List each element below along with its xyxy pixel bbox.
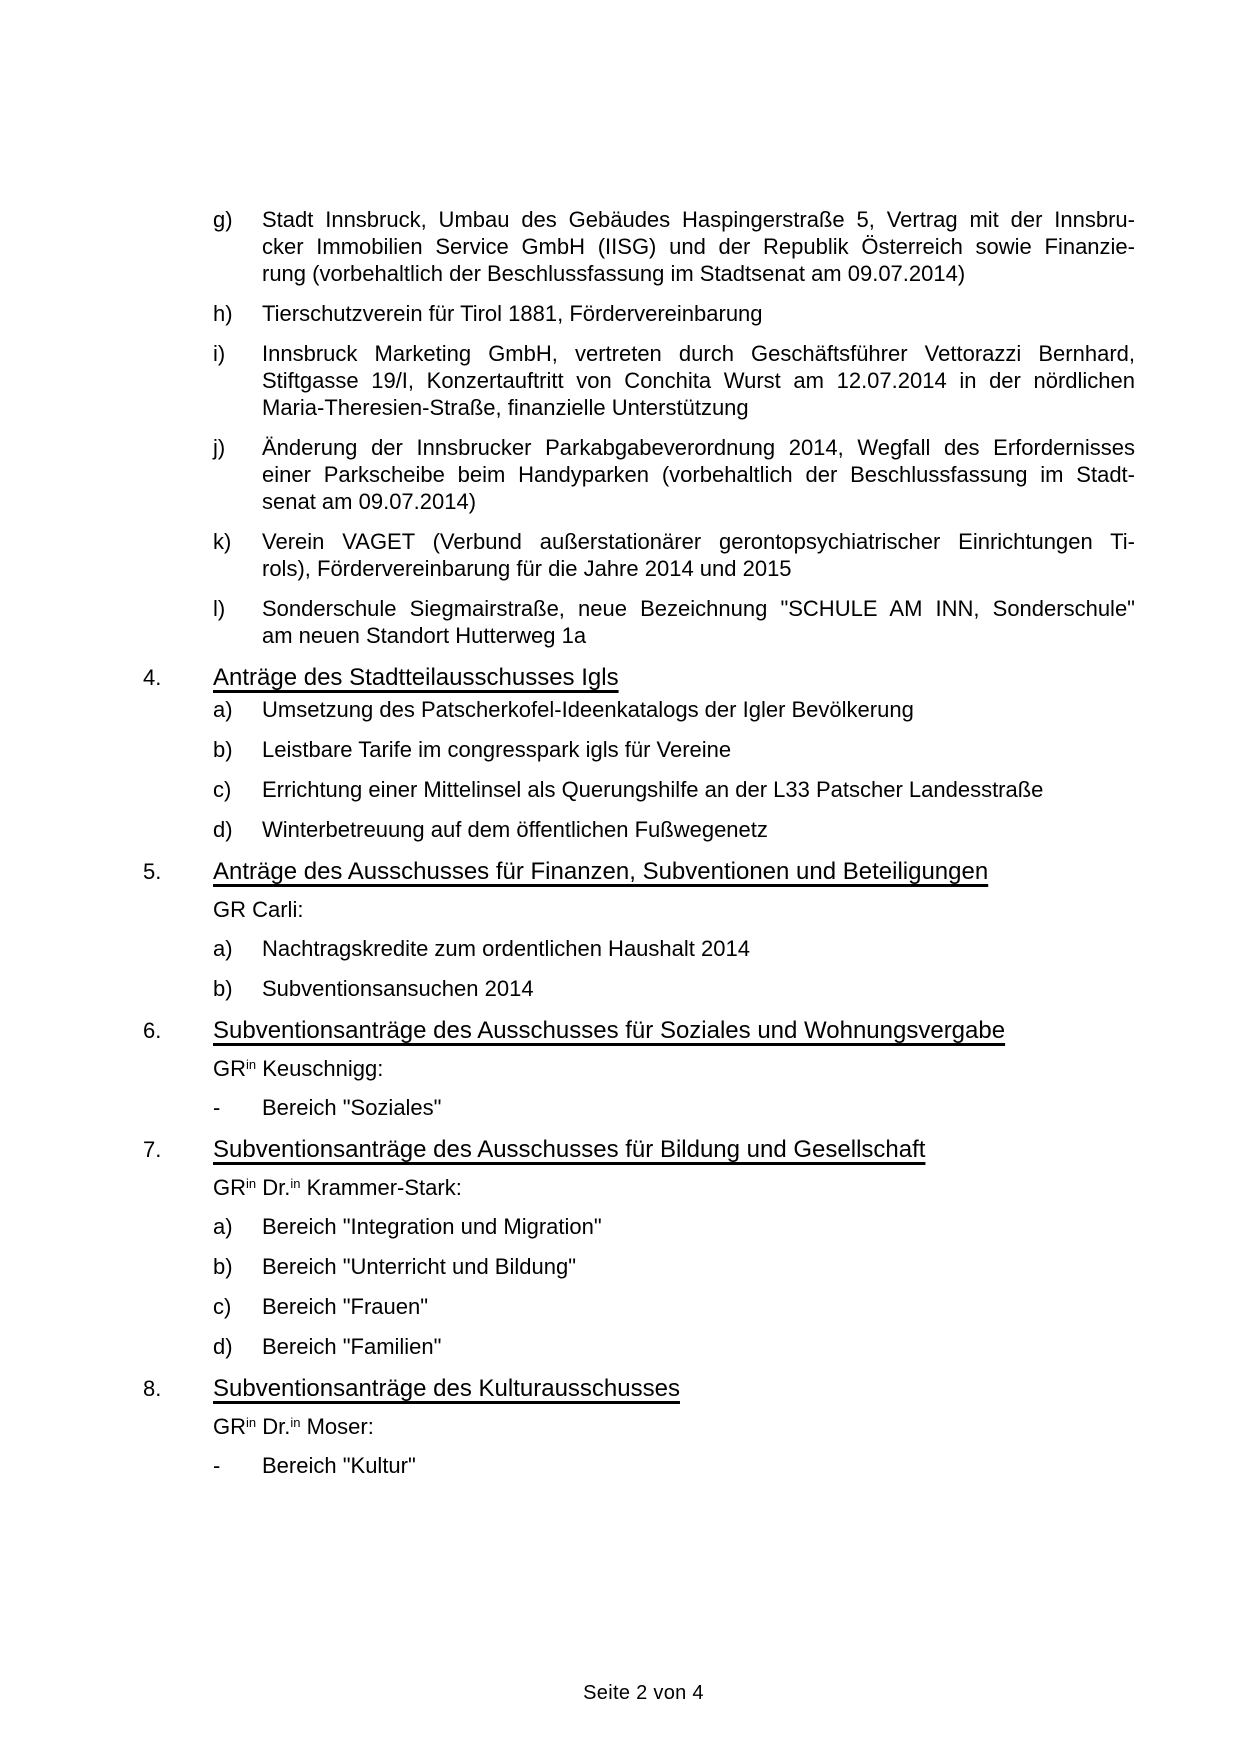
text-line: Errichtung einer Mittelinsel als Querungshilfe an der L33 Patscher Landesstraße [262,777,1044,802]
text-line: Bereich "Soziales" [262,1095,442,1120]
text-line: rols), Fördervereinbarung für die Jahre 2014 und 2015 [262,556,792,581]
text-line: einer Parkscheibe beim Handyparken (vorbehaltlich der Beschlussfassung im Stadt- [262,462,1135,487]
list-item-marker: a) [213,697,233,722]
list-item-text [262,736,1135,763]
list-item-text [262,434,1135,515]
list-item [143,696,1135,723]
speaker-segment: Keuschnigg: [256,1056,384,1081]
list-item-marker: b) [213,1254,233,1279]
text-line: senat am 09.07.2014) [262,489,477,514]
speaker-segment: Dr. [256,1414,291,1439]
section-number: 7. [143,1137,162,1162]
list-item-text [262,1293,1135,1320]
list-item-text [262,340,1135,421]
text-line: Innsbruck Marketing GmbH, vertreten durch Geschäftsführer Vettorazzi Bernhard, [262,341,1135,366]
list-item-text [262,1452,1135,1479]
list-item [143,1333,1135,1360]
text-line: Sonderschule Siegmairstraße, neue Bezeichnung "SCHULE AM INN, Sonderschule" [262,596,1135,621]
text-line: Stadt Innsbruck, Umbau des Gebäudes Haspingerstraße 5, Vertrag mit der Innsbru- [262,207,1135,232]
list-item-marker: c) [213,777,232,802]
text-line: Subventionsansuchen 2014 [262,976,534,1001]
list-item-marker: b) [213,737,233,762]
list-item [143,1293,1135,1320]
text-line: cker Immobilien Service GmbH (IISG) und der Republik Österreich sowie Finanzie- [262,234,1135,259]
section-heading [143,1375,1135,1402]
speaker-line [213,1055,1135,1082]
list-item [143,935,1135,962]
speaker-line [213,1174,1135,1201]
section-title: Anträge des Stadtteilausschusses Igls [213,664,619,691]
list-item-text [262,595,1135,649]
superscript: in [246,1415,257,1430]
list-item-marker: g) [213,207,233,232]
list-item-marker: i) [213,341,226,366]
text-line: Bereich "Kultur" [262,1453,416,1478]
text-line: rung (vorbehaltlich der Beschlussfassung im Stadtsenat am 09.07.2014) [262,261,966,286]
list-item-text [262,300,1135,327]
superscript: in [290,1176,301,1191]
superscript: in [246,1176,257,1191]
list-item [143,975,1135,1002]
list-item-text [262,1213,1135,1240]
speaker-line [213,1413,1135,1440]
speaker-text [213,1056,383,1081]
list-item-text [262,816,1135,843]
page-number-text: Seite 2 von 4 [583,1682,704,1704]
list-item-marker: - [213,1095,221,1120]
section-title: Anträge des Ausschusses für Finanzen, Subventionen und Beteiligungen [213,858,989,885]
text-line: Maria-Theresien-Straße, finanzielle Unterstützung [262,395,749,420]
text-line: Umsetzung des Patscherkofel-Ideenkatalogs der Igler Bevölkerung [262,697,914,722]
list-item-marker: a) [213,1214,233,1239]
speaker-text [213,897,303,922]
list-item [143,1213,1135,1240]
list-item-marker: k) [213,529,232,554]
section-number: 4. [143,665,162,690]
speaker-segment: GR [213,1056,246,1081]
section-number: 5. [143,859,162,884]
text-line: Winterbetreuung auf dem öffentlichen Fußwegenetz [262,817,768,842]
superscript: in [290,1415,301,1430]
list-item [143,776,1135,803]
list-item-text [262,696,1135,723]
list-item-marker: c) [213,1294,232,1319]
list-item-marker: j) [213,435,226,460]
section-number: 8. [143,1376,162,1401]
text-line: Stiftgasse 19/I, Konzertauftritt von Conchita Wurst am 12.07.2014 in der nördlichen [262,368,1135,393]
list-item-text [262,1253,1135,1280]
text-line: am neuen Standort Hutterweg 1a [262,623,587,648]
list-item-text [262,776,1135,803]
text-line: Bereich "Frauen" [262,1294,429,1319]
list-item [143,816,1135,843]
text-line: Tierschutzverein für Tirol 1881, Fördervereinbarung [262,301,763,326]
speaker-text [213,1175,462,1200]
section-heading [143,664,1135,691]
list-item-text [262,975,1135,1002]
list-item [143,1253,1135,1280]
section-heading [143,858,1135,885]
text-line: Bereich "Unterricht und Bildung" [262,1254,577,1279]
speaker-line [213,896,1135,923]
list-item-text [262,935,1135,962]
list-item-text [262,206,1135,287]
list-item-marker: h) [213,301,233,326]
list-item-text [262,528,1135,582]
list-item [143,340,1135,421]
section-title: Subventionsanträge des Kulturausschusses [213,1375,680,1402]
text-line: Nachtragskredite zum ordentlichen Haushalt 2014 [262,936,750,961]
list-item [143,595,1135,649]
list-item-marker: l) [213,596,226,621]
list-item [143,206,1135,287]
speaker-segment: Krammer-Stark: [300,1175,462,1200]
list-item-marker: d) [213,817,233,842]
speaker-segment: Dr. [256,1175,291,1200]
list-item [143,736,1135,763]
speaker-text [213,1414,374,1439]
list-item-marker: a) [213,936,233,961]
text-line: Änderung der Innsbrucker Parkabgabeverordnung 2014, Wegfall des Erfordernisses [262,435,1135,460]
superscript: in [246,1057,257,1072]
section-heading [143,1136,1135,1163]
list-item-text [262,1094,1135,1121]
text-line: Leistbare Tarife im congresspark igls für Vereine [262,737,732,762]
text-line: Bereich "Familien" [262,1334,442,1359]
section-title: Subventionsanträge des Ausschusses für Soziales und Wohnungsvergabe [213,1017,1006,1044]
list-item-text [262,1333,1135,1360]
section-number: 6. [143,1018,162,1043]
page-footer [46,1681,1241,1705]
list-item [143,1452,1135,1479]
list-item [143,434,1135,515]
list-item [143,1094,1135,1121]
list-item-marker: b) [213,976,233,1001]
list-item [143,528,1135,582]
speaker-segment: GR [213,1414,246,1439]
list-item-marker: - [213,1453,221,1478]
speaker-segment: GR Carli: [213,897,304,922]
text-line: Verein VAGET (Verbund außerstationärer gerontopsychiatrischer Einrichtungen Ti- [262,529,1135,554]
list-item [143,300,1135,327]
speaker-segment: Moser: [300,1414,374,1439]
section-heading [143,1017,1135,1044]
text-line: Bereich "Integration und Migration" [262,1214,602,1239]
list-item-marker: d) [213,1334,233,1359]
speaker-segment: GR [213,1175,246,1200]
section-title: Subventionsanträge des Ausschusses für Bildung und Gesellschaft [213,1136,926,1163]
